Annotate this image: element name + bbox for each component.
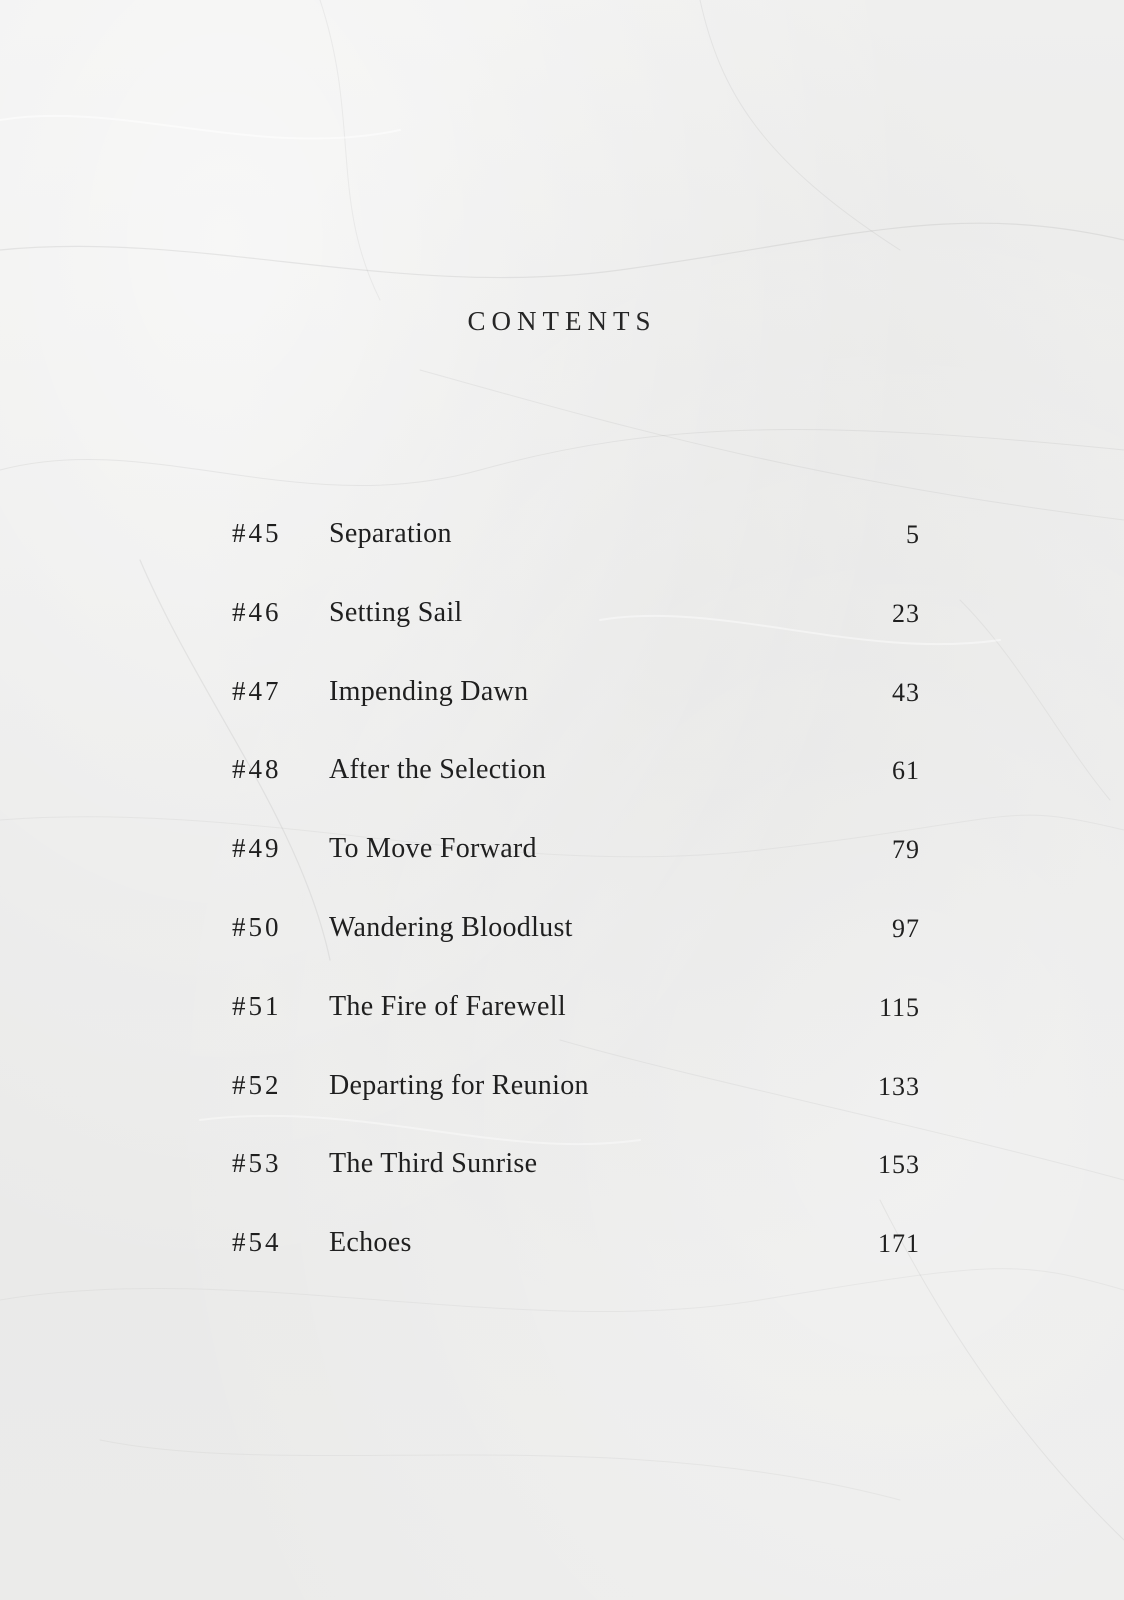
- chapter-title: Separation: [329, 518, 452, 549]
- chapter-number: #52: [232, 1069, 282, 1100]
- toc-entry[interactable]: [232, 752, 920, 831]
- page-number: 153: [878, 1150, 920, 1180]
- page-number: 133: [878, 1071, 920, 1101]
- chapter-title: After the Selection: [329, 754, 547, 786]
- table-of-contents: [232, 516, 920, 1304]
- toc-entry[interactable]: [232, 1146, 920, 1225]
- chapter-title: The Fire of Farewell: [329, 990, 566, 1022]
- page-number: 61: [892, 756, 920, 786]
- page-number: 97: [892, 913, 920, 943]
- chapter-number: #50: [232, 911, 282, 942]
- page-number: 5: [906, 520, 920, 549]
- chapter-title: The Third Sunrise: [329, 1148, 538, 1180]
- toc-entry[interactable]: [232, 1225, 920, 1304]
- chapter-number: #51: [232, 990, 282, 1021]
- chapter-title: Echoes: [329, 1227, 412, 1259]
- toc-entry[interactable]: [232, 516, 920, 595]
- page-number: 79: [892, 835, 920, 865]
- toc-entry[interactable]: [232, 831, 920, 910]
- chapter-title: Departing for Reunion: [329, 1069, 589, 1101]
- chapter-number: #46: [232, 596, 282, 627]
- chapter-title: Impending Dawn: [329, 675, 529, 707]
- chapter-title: Setting Sail: [329, 596, 463, 628]
- chapter-number: #47: [232, 675, 282, 706]
- chapter-title: To Move Forward: [329, 833, 537, 865]
- chapter-number: #54: [232, 1227, 282, 1258]
- chapter-number: #48: [232, 754, 282, 785]
- toc-entry[interactable]: [232, 1068, 920, 1147]
- contents-heading: CONTENTS: [467, 306, 657, 336]
- toc-entry[interactable]: [232, 674, 920, 753]
- toc-entry[interactable]: [232, 595, 920, 674]
- page-number: 43: [892, 677, 920, 707]
- page-number: 171: [878, 1229, 920, 1259]
- chapter-number: #49: [232, 833, 282, 864]
- toc-entry[interactable]: [232, 989, 920, 1068]
- chapter-title: Wandering Bloodlust: [329, 911, 573, 943]
- chapter-number: #45: [232, 518, 282, 548]
- toc-entry[interactable]: [232, 910, 920, 989]
- page-number: 115: [878, 992, 920, 1022]
- page-number: 23: [892, 598, 920, 628]
- chapter-number: #53: [232, 1148, 282, 1179]
